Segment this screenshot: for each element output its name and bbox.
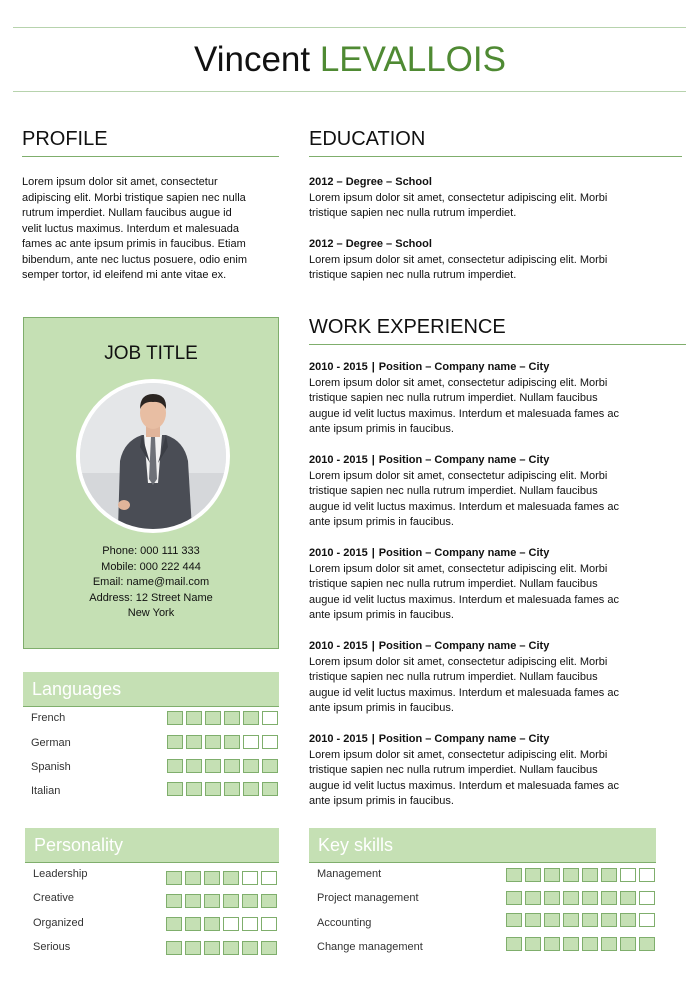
rating-box-filled — [205, 711, 221, 725]
rating-box-filled — [243, 759, 259, 773]
work-entry-line: augue id velit luctus maximus. Interdum et malesuada fames ac — [309, 407, 619, 420]
person-illustration — [80, 383, 226, 529]
personality-band — [25, 828, 279, 862]
rating-box-filled — [261, 894, 277, 908]
rating-box-filled — [223, 894, 239, 908]
work-entry-position: Position – Company name – City — [378, 454, 550, 466]
work-entry-line: Lorem ipsum dolor sit amet, consectetur adipiscing elit. Morbi — [309, 748, 608, 761]
rating-boxes — [167, 782, 278, 796]
rating-boxes — [167, 711, 278, 725]
rating-box-filled — [582, 937, 598, 951]
skill-label: Change management — [317, 941, 423, 953]
rating-box-empty — [620, 868, 636, 882]
skill-label: Accounting — [317, 917, 372, 929]
profile-line: Lorem ipsum dolor sit amet, consectetur — [22, 176, 218, 188]
skills-heading: Key skills — [318, 835, 394, 855]
rating-box-filled — [582, 868, 598, 882]
profile-line: rutrum imperdiet. Nullam faucibus augue id — [22, 207, 232, 219]
language-label: Spanish — [31, 761, 71, 773]
profile-line: fames ac ante ipsum primis in faucibus. Etiam — [22, 238, 246, 250]
work-entry-line: tristique sapien nec nulla rutrum imperdiet. Nullam faucibus — [309, 392, 598, 404]
work-entry-years: 2010 - 2015 — [309, 361, 368, 373]
work-entry-position: Position – Company name – City — [378, 640, 550, 652]
work-heading: WORK EXPERIENCE — [309, 316, 506, 338]
work-rule — [309, 344, 686, 345]
rating-boxes — [506, 937, 655, 951]
work-entry-line: ante ipsum primis in faucibus. — [309, 702, 454, 714]
rating-box-filled — [525, 891, 541, 905]
work-entry-line: Lorem ipsum dolor sit amet, consectetur adipiscing elit. Morbi — [309, 469, 608, 482]
rating-box-filled — [224, 759, 240, 773]
rating-box-filled — [224, 711, 240, 725]
work-entry-head: 2010 - 2015 | Position – Company name – City — [309, 547, 550, 559]
languages-heading: Languages — [32, 679, 122, 699]
rating-box-filled — [525, 913, 541, 927]
rating-boxes — [167, 759, 278, 773]
education-entry-line: Lorem ipsum dolor sit amet, consectetur adipiscing elit. Morbi — [309, 253, 608, 266]
rating-box-filled — [167, 782, 183, 796]
rating-box-filled — [185, 894, 201, 908]
rating-box-filled — [582, 891, 598, 905]
rating-box-empty — [242, 871, 258, 885]
work-entry-line: ante ipsum primis in faucibus. — [309, 795, 454, 807]
contact-card — [23, 317, 279, 649]
work-entry-position: Position – Company name – City — [378, 733, 550, 745]
work-entry-years: 2010 - 2015 — [309, 733, 368, 745]
languages-band — [23, 672, 279, 706]
rating-box-filled — [185, 871, 201, 885]
work-entry-head: 2010 - 2015 | Position – Company name – City — [309, 361, 550, 373]
rating-boxes — [506, 868, 655, 882]
rating-boxes — [166, 894, 277, 908]
work-entry-line: augue id velit luctus maximus. Interdum et malesuada fames ac — [309, 686, 619, 699]
rating-box-filled — [601, 891, 617, 905]
rating-box-filled — [223, 941, 239, 955]
skill-label: Project management — [317, 892, 419, 904]
rating-box-filled — [261, 941, 277, 955]
last-name: LEVALLOIS — [319, 40, 506, 79]
contact-mobile: Mobile: 000 222 444 — [101, 560, 201, 573]
education-heading: EDUCATION — [309, 128, 426, 150]
work-entry — [309, 639, 654, 717]
rating-box-filled — [544, 913, 560, 927]
profile-line: adipiscing elit. Morbi tristique sapien nec nulla — [22, 191, 246, 204]
rating-box-filled — [186, 711, 202, 725]
work-entry-line: ante ipsum primis in faucibus. — [309, 609, 454, 621]
personality-rule — [25, 862, 279, 863]
candidate-name — [0, 40, 700, 80]
rating-box-filled — [243, 711, 259, 725]
skills-band — [309, 828, 656, 862]
rating-box-empty — [243, 735, 259, 749]
rating-box-filled — [204, 941, 220, 955]
rating-boxes — [506, 913, 655, 927]
work-entry-line: Lorem ipsum dolor sit amet, consectetur adipiscing elit. Morbi — [309, 376, 608, 389]
education-entry-head: 2012 – Degree – School — [309, 238, 432, 250]
rating-box-filled — [223, 871, 239, 885]
rating-box-filled — [166, 871, 182, 885]
rating-box-filled — [620, 891, 636, 905]
personality-heading: Personality — [34, 835, 124, 855]
work-entry-head: 2010 - 2015 | Position – Company name – City — [309, 454, 550, 466]
rating-box-filled — [204, 871, 220, 885]
rating-box-empty — [639, 891, 655, 905]
rating-box-empty — [242, 917, 258, 931]
rating-box-filled — [224, 782, 240, 796]
contact-address: Address: 12 Street Name — [89, 591, 213, 604]
language-label: French — [31, 712, 66, 724]
contact-city: New York — [127, 607, 175, 619]
rating-box-filled — [185, 941, 201, 955]
rating-box-filled — [242, 941, 258, 955]
work-entry — [309, 546, 654, 624]
work-entry-position: Position – Company name – City — [378, 361, 550, 373]
languages-rule — [23, 706, 279, 707]
rating-box-filled — [186, 759, 202, 773]
skills-rule — [309, 862, 656, 863]
profile-line: semper tortor, id eleifend mi ante vitae ex. — [22, 269, 227, 281]
education-entry-line: tristique sapien nec nulla rutrum imperdiet. — [309, 207, 517, 219]
rating-box-filled — [620, 913, 636, 927]
education-entry — [309, 237, 654, 284]
rating-box-filled — [601, 868, 617, 882]
rating-box-empty — [223, 917, 239, 931]
rating-boxes — [167, 735, 278, 749]
rating-box-filled — [167, 759, 183, 773]
rating-box-filled — [205, 759, 221, 773]
work-entry — [309, 732, 654, 810]
work-entry-line: tristique sapien nec nulla rutrum imperdiet. Nullam faucibus — [309, 764, 598, 776]
rating-box-filled — [506, 868, 522, 882]
rating-box-filled — [185, 917, 201, 931]
work-entry-years: 2010 - 2015 — [309, 454, 368, 466]
rating-box-filled — [262, 782, 278, 796]
rating-box-filled — [262, 759, 278, 773]
photo-frame — [76, 379, 230, 533]
work-entry-position: Position – Company name – City — [378, 547, 550, 559]
rating-box-filled — [525, 937, 541, 951]
rating-box-filled — [563, 891, 579, 905]
rating-box-filled — [167, 735, 183, 749]
rating-box-filled — [601, 937, 617, 951]
personality-label: Leadership — [33, 868, 88, 880]
work-entry — [309, 453, 654, 531]
rating-box-filled — [167, 711, 183, 725]
profile-rule — [22, 156, 279, 157]
rating-box-filled — [186, 782, 202, 796]
rating-boxes — [166, 941, 277, 955]
language-label: German — [31, 737, 71, 749]
rating-box-filled — [563, 868, 579, 882]
education-entry-line: Lorem ipsum dolor sit amet, consectetur adipiscing elit. Morbi — [309, 191, 608, 204]
profile-photo — [80, 383, 226, 529]
profile-heading: PROFILE — [22, 128, 108, 150]
first-name: Vincent — [194, 40, 311, 79]
work-entry-line: ante ipsum primis in faucibus. — [309, 516, 454, 528]
rating-box-filled — [544, 937, 560, 951]
work-entry-line: tristique sapien nec nulla rutrum imperdiet. Nullam faucibus — [309, 578, 598, 590]
rating-box-filled — [544, 891, 560, 905]
rating-box-empty — [261, 917, 277, 931]
profile-line: bibendum, ante nec luctus posuere, odio enim — [22, 253, 248, 266]
profile-line: velit luctus maximus. Interdum et malesuada — [22, 222, 240, 235]
work-entry-line: tristique sapien nec nulla rutrum imperdiet. Nullam faucibus — [309, 485, 598, 497]
education-entry — [309, 175, 654, 222]
education-rule — [309, 156, 682, 157]
rating-box-filled — [166, 894, 182, 908]
work-entry-line: tristique sapien nec nulla rutrum imperdiet. Nullam faucibus — [309, 671, 598, 683]
rating-box-empty — [261, 871, 277, 885]
name-rule — [13, 91, 686, 92]
rating-box-empty — [639, 868, 655, 882]
rating-box-filled — [166, 917, 182, 931]
personality-label: Creative — [33, 892, 74, 904]
personality-label: Organized — [33, 917, 84, 929]
rating-box-filled — [563, 913, 579, 927]
work-entry-line: augue id velit luctus maximus. Interdum et malesuada fames ac — [309, 500, 619, 513]
work-entry — [309, 360, 654, 438]
rating-boxes — [166, 917, 277, 931]
work-entry-years: 2010 - 2015 — [309, 547, 368, 559]
work-entry-line: Lorem ipsum dolor sit amet, consectetur adipiscing elit. Morbi — [309, 562, 608, 575]
rating-box-filled — [243, 782, 259, 796]
work-entry-line: Lorem ipsum dolor sit amet, consectetur adipiscing elit. Morbi — [309, 655, 608, 668]
profile-text — [22, 175, 282, 284]
rating-box-filled — [224, 735, 240, 749]
rating-box-filled — [506, 913, 522, 927]
work-entry-line: augue id velit luctus maximus. Interdum et malesuada fames ac — [309, 593, 619, 606]
rating-box-filled — [204, 894, 220, 908]
rating-box-empty — [262, 735, 278, 749]
rating-box-filled — [563, 937, 579, 951]
rating-box-filled — [205, 782, 221, 796]
work-entry-years: 2010 - 2015 — [309, 640, 368, 652]
rating-box-filled — [582, 913, 598, 927]
rating-box-filled — [639, 937, 655, 951]
skill-label: Management — [317, 868, 382, 880]
rating-box-filled — [620, 937, 636, 951]
work-entry-head: 2010 - 2015 | Position – Company name – City — [309, 733, 550, 745]
rating-box-filled — [166, 941, 182, 955]
contact-phone: Phone: 000 111 333 — [102, 545, 200, 557]
contact-info — [24, 544, 278, 622]
rating-box-filled — [204, 917, 220, 931]
rating-box-filled — [205, 735, 221, 749]
rating-box-empty — [262, 711, 278, 725]
job-title: JOB TITLE — [104, 343, 198, 364]
contact-email: Email: name@mail.com — [92, 576, 210, 588]
rating-box-filled — [544, 868, 560, 882]
top-rule — [13, 27, 686, 28]
rating-box-filled — [601, 913, 617, 927]
work-entry-line: ante ipsum primis in faucibus. — [309, 423, 454, 435]
rating-box-filled — [186, 735, 202, 749]
work-entry-line: augue id velit luctus maximus. Interdum et malesuada fames ac — [309, 779, 619, 792]
rating-box-empty — [639, 913, 655, 927]
language-label: Italian — [31, 785, 61, 797]
personality-label: Serious — [33, 941, 71, 953]
rating-box-filled — [242, 894, 258, 908]
rating-box-filled — [525, 868, 541, 882]
rating-box-filled — [506, 937, 522, 951]
rating-box-filled — [506, 891, 522, 905]
rating-boxes — [166, 871, 277, 885]
rating-boxes — [506, 891, 655, 905]
work-entry-head: 2010 - 2015 | Position – Company name – City — [309, 640, 550, 652]
education-entry-line: tristique sapien nec nulla rutrum imperdiet. — [309, 269, 517, 281]
education-entry-head: 2012 – Degree – School — [309, 176, 432, 188]
